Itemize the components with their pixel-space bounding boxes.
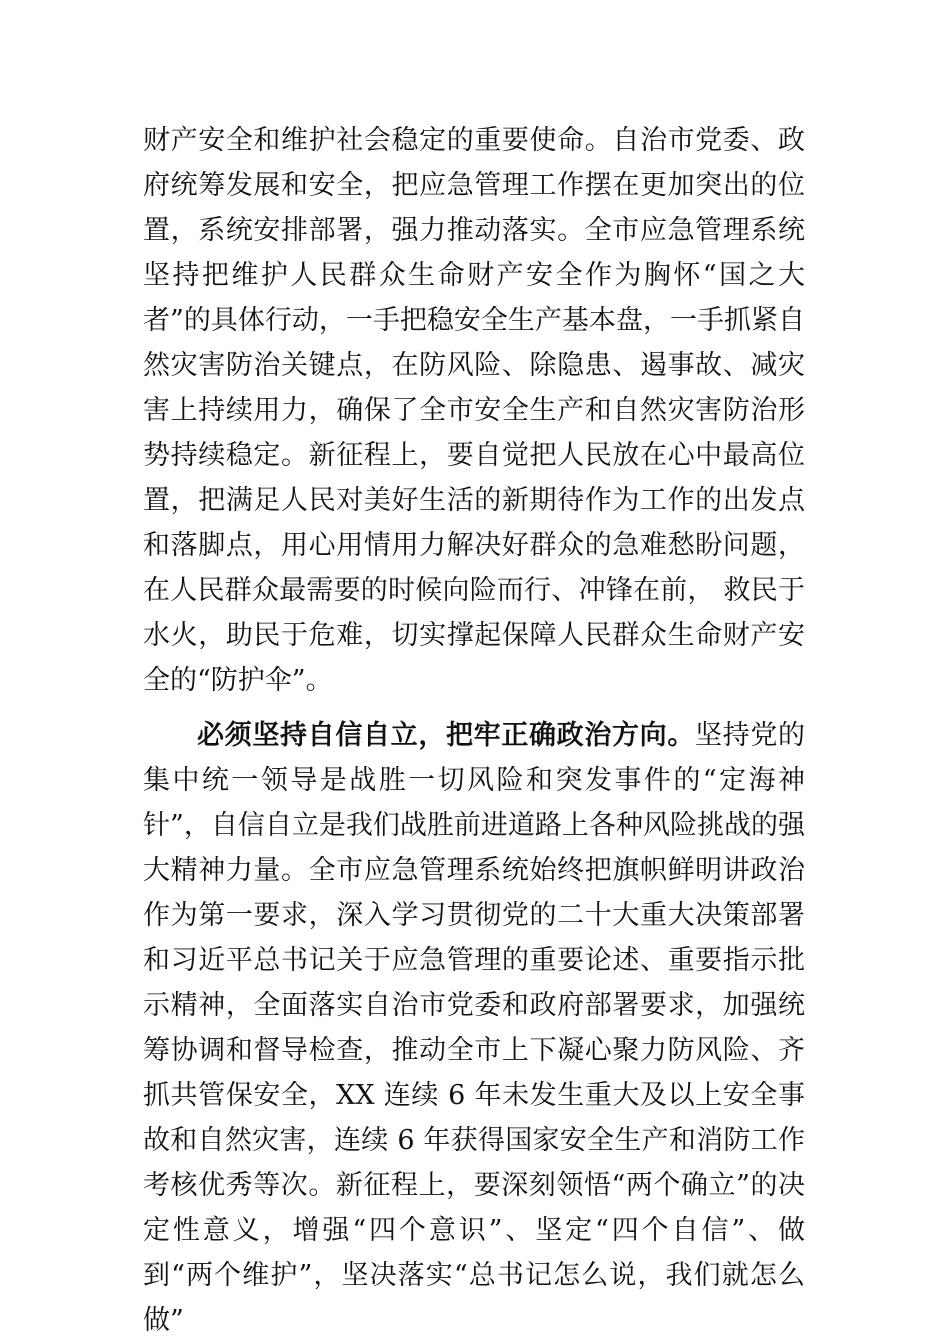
- body-paragraph: [143, 118, 805, 703]
- document-body: [143, 118, 805, 1343]
- paragraph-heading: 必须坚持自信自立，把牢正确政治方向。: [197, 720, 695, 751]
- paragraph-text: 财产安全和维护社会稳定的重要使命。自治市党委、政府统筹发展和安全，把应急管理工作摆在更加突出的位置，系统安排部署，强力推动落实。全市应急管理系统坚持把维护人民群众生命财产安全作为胸怀“国之大者”的具体行动，一手把稳安全生产基本盘，一手抓紧自然灾害防治关键点，在防风险、除隐患、遏事故、减灾害上持续用力，确保了全市安全生产和自然灾害防治形势持续稳定。新征程上，要自觉把人民放在心中最高位置，把满足人民对美好生活的新期待作为工作的出发点和落脚点，用心用情用力解决好群众的急难愁盼问题，在人民群众最需要的时候向险而行、冲锋在前， 救民于水火，助民于危难，切实撑起保障人民群众生命财产安全的“防护伞”。: [143, 125, 805, 696]
- body-paragraph: [143, 713, 805, 1343]
- paragraph-text: 坚持党的集中统一领导是战胜一切风险和突发事件的“定海神针”，自信自立是我们战胜前进道路上各种风险挑战的强大精神力量。全市应急管理系统始终把旗帜鲜明讲政治作为第一要求，深入学习贯彻党的二十大重大决策部署和习近平总书记关于应急管理的重要论述、重要指示批示精神，全面落实自治市党委和政府部署要求，加强统筹协调和督导检查，推动全市上下凝心聚力防风险、齐抓共管保安全，XX 连续 6 年未发生重大及以上安全事故和自然灾害，连续 6 年获得国家安全生产和消防工作考核优秀等次。新征程上，要深刻领悟“两个确立”的决定性意义，增强“四个意识”、坚定“四个自信”、做到“两个维护”，坚决落实“总书记怎么说，我们就怎么做”: [143, 720, 805, 1336]
